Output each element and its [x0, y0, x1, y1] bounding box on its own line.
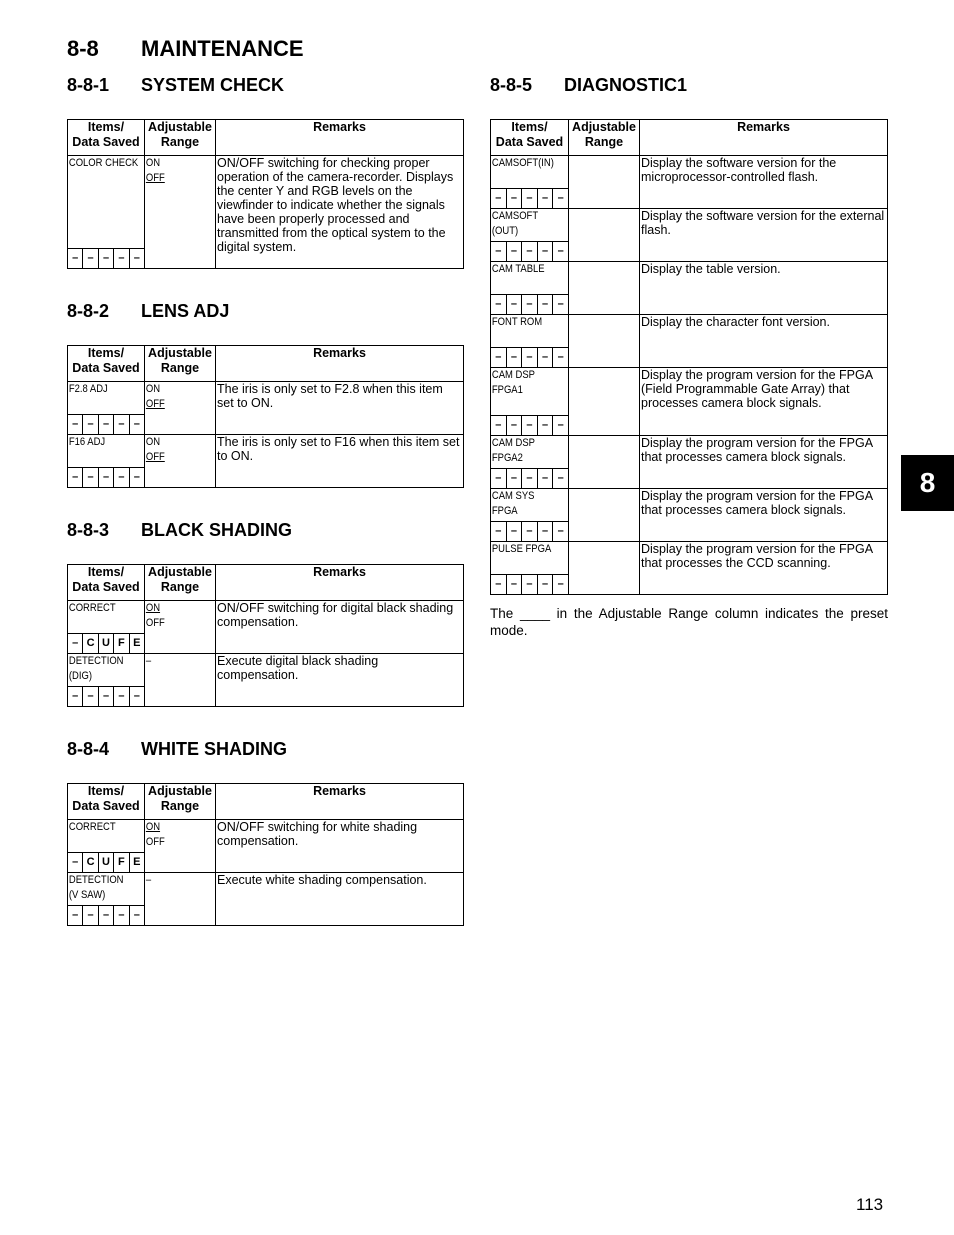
table-row: [68, 820, 464, 873]
page-title: 8-8 MAINTENANCE: [67, 36, 304, 61]
preset-note: The ____ in the Adjustable Range column indicates the preset mode.: [490, 606, 888, 638]
section-heading-diagnostic1: 8-8-5 DIAGNOSTIC1: [490, 75, 688, 95]
remarks-text: Display the program version for the FPGA that processes camera block signals.: [641, 436, 873, 464]
table-row: [68, 156, 464, 269]
column-header-items: Items/ Data Saved: [68, 784, 145, 820]
item-name: CAM DSP: [491, 369, 535, 381]
table-row: [68, 654, 464, 707]
column-header-remarks: Remarks: [216, 120, 464, 156]
column-header-range: Adjustable Range: [145, 784, 216, 820]
data-saved-flags: – – – – –: [490, 574, 569, 595]
item-name-line2: FPGA2: [491, 452, 523, 464]
data-saved-flags: – – – – –: [490, 415, 569, 436]
remarks-text: Display the program version for the FPGA that processes the CCD scanning.: [641, 542, 873, 570]
range-value: –: [145, 655, 152, 667]
item-name: CAM TABLE: [491, 263, 545, 275]
section-heading-lens-adj: 8-8-2 LENS ADJ: [67, 301, 230, 321]
data-saved-flags: – – – – –: [67, 414, 145, 435]
item-name-line2: FPGA1: [491, 384, 523, 396]
item-name: PULSE FPGA: [491, 543, 552, 555]
data-saved-flags: – – – – –: [490, 294, 569, 315]
range-value-preset: OFF: [145, 398, 165, 410]
range-value-preset: OFF: [145, 451, 165, 463]
section-heading-black-shading: 8-8-3 BLACK SHADING: [67, 520, 292, 540]
diagnostic1-table: [490, 119, 888, 595]
item-name-line2: (OUT): [491, 225, 519, 237]
data-saved-flags: – – – – –: [67, 248, 145, 269]
table-row: [491, 436, 888, 489]
item-name: CAM SYS: [491, 490, 535, 502]
item-name: CAMSOFT: [491, 210, 539, 222]
data-saved-flags: – – – – –: [490, 188, 569, 209]
remarks-text: ON/OFF switching for checking proper operation of the camera-recorder. Displays the center Y and RGB levels on the viewfinder to indicate whether the signals have been properly processed and transmitted from the optical system to the digital system.: [217, 156, 454, 254]
data-saved-flags: – – – – –: [490, 241, 569, 262]
column-header-range: Adjustable Range: [145, 120, 216, 156]
table-row: [491, 489, 888, 542]
item-name: F16 ADJ: [68, 436, 106, 448]
table-row: [491, 368, 888, 436]
remarks-text: Display the software version for the microprocessor-controlled flash.: [641, 156, 837, 184]
column-header-remarks: Remarks: [216, 784, 464, 820]
column-header-range: Adjustable Range: [145, 346, 216, 382]
system-check-table: [67, 119, 464, 269]
table-row: [491, 262, 888, 315]
remarks-text: ON/OFF switching for digital black shading compensation.: [217, 601, 454, 629]
table-row: [491, 542, 888, 595]
range-value-preset: ON: [145, 821, 161, 833]
column-header-items: Items/ Data Saved: [491, 120, 569, 156]
remarks-text: Display the character font version.: [641, 315, 830, 329]
column-header-range: Adjustable Range: [145, 565, 216, 601]
item-name: FONT ROM: [491, 316, 543, 328]
column-header-items: Items/ Data Saved: [68, 120, 145, 156]
item-name: COLOR CHECK: [68, 157, 139, 169]
item-name-line2: (V SAW): [68, 889, 106, 901]
lens-adj-table: [67, 345, 464, 488]
column-header-remarks: Remarks: [216, 346, 464, 382]
table-row: [68, 873, 464, 926]
black-shading-table: [67, 564, 464, 707]
page-number: 113: [856, 1195, 884, 1214]
data-saved-flags: – C U F E: [67, 852, 145, 873]
remarks-text: Display the program version for the FPGA that processes camera block signals.: [641, 489, 873, 517]
item-name: DETECTION: [68, 655, 124, 667]
table-row: [68, 601, 464, 654]
range-value: ON: [145, 383, 161, 395]
column-header-remarks: Remarks: [640, 120, 888, 156]
column-header-items: Items/ Data Saved: [68, 346, 145, 382]
remarks-text: Execute white shading compensation.: [217, 873, 427, 887]
remarks-text: The iris is only set to F16 when this item set to ON.: [217, 435, 460, 463]
section-heading-white-shading: 8-8-4 WHITE SHADING: [67, 739, 287, 759]
item-name-line2: FPGA: [491, 505, 518, 517]
data-saved-flags: – – – – –: [67, 686, 145, 707]
remarks-text: Display the program version for the FPGA (Field Programmable Gate Array) that processes camera block signals.: [641, 368, 873, 410]
remarks-text: Execute digital black shading compensation.: [217, 654, 379, 682]
item-name: F2.8 ADJ: [68, 383, 108, 395]
remarks-text: Display the table version.: [641, 262, 781, 276]
data-saved-flags: – – – – –: [490, 521, 569, 542]
section-heading-system-check: 8-8-1 SYSTEM CHECK: [67, 75, 285, 95]
column-header-remarks: Remarks: [216, 565, 464, 601]
column-header-range: Adjustable Range: [569, 120, 640, 156]
range-value-preset: OFF: [145, 172, 165, 184]
data-saved-flags: – C U F E: [67, 633, 145, 654]
range-value: ON: [145, 436, 161, 448]
range-value: OFF: [145, 617, 165, 629]
range-value: –: [145, 874, 152, 886]
item-name: CAMSOFT(IN): [491, 157, 554, 169]
item-name: DETECTION: [68, 874, 124, 886]
table-row: [491, 156, 888, 209]
data-saved-flags: – – – – –: [67, 467, 145, 488]
remarks-text: Display the software version for the external flash.: [641, 209, 885, 237]
item-name: CORRECT: [68, 821, 116, 833]
data-saved-flags: – – – – –: [490, 347, 569, 368]
column-header-items: Items/ Data Saved: [68, 565, 145, 601]
data-saved-flags: – – – – –: [67, 905, 145, 926]
table-row: [68, 435, 464, 488]
item-name: CAM DSP: [491, 437, 535, 449]
table-row: [68, 382, 464, 435]
item-name-line2: (DIG): [68, 670, 92, 682]
white-shading-table: [67, 783, 464, 926]
remarks-text: ON/OFF switching for white shading compensation.: [217, 820, 418, 848]
data-saved-flags: – – – – –: [490, 468, 569, 489]
chapter-tab: 8: [901, 455, 954, 511]
range-value: OFF: [145, 836, 165, 848]
item-name: CORRECT: [68, 602, 116, 614]
range-value-preset: ON: [145, 602, 161, 614]
remarks-text: The iris is only set to F2.8 when this item set to ON.: [217, 382, 443, 410]
range-value: ON: [145, 157, 161, 169]
table-row: [491, 315, 888, 368]
table-row: [491, 209, 888, 262]
